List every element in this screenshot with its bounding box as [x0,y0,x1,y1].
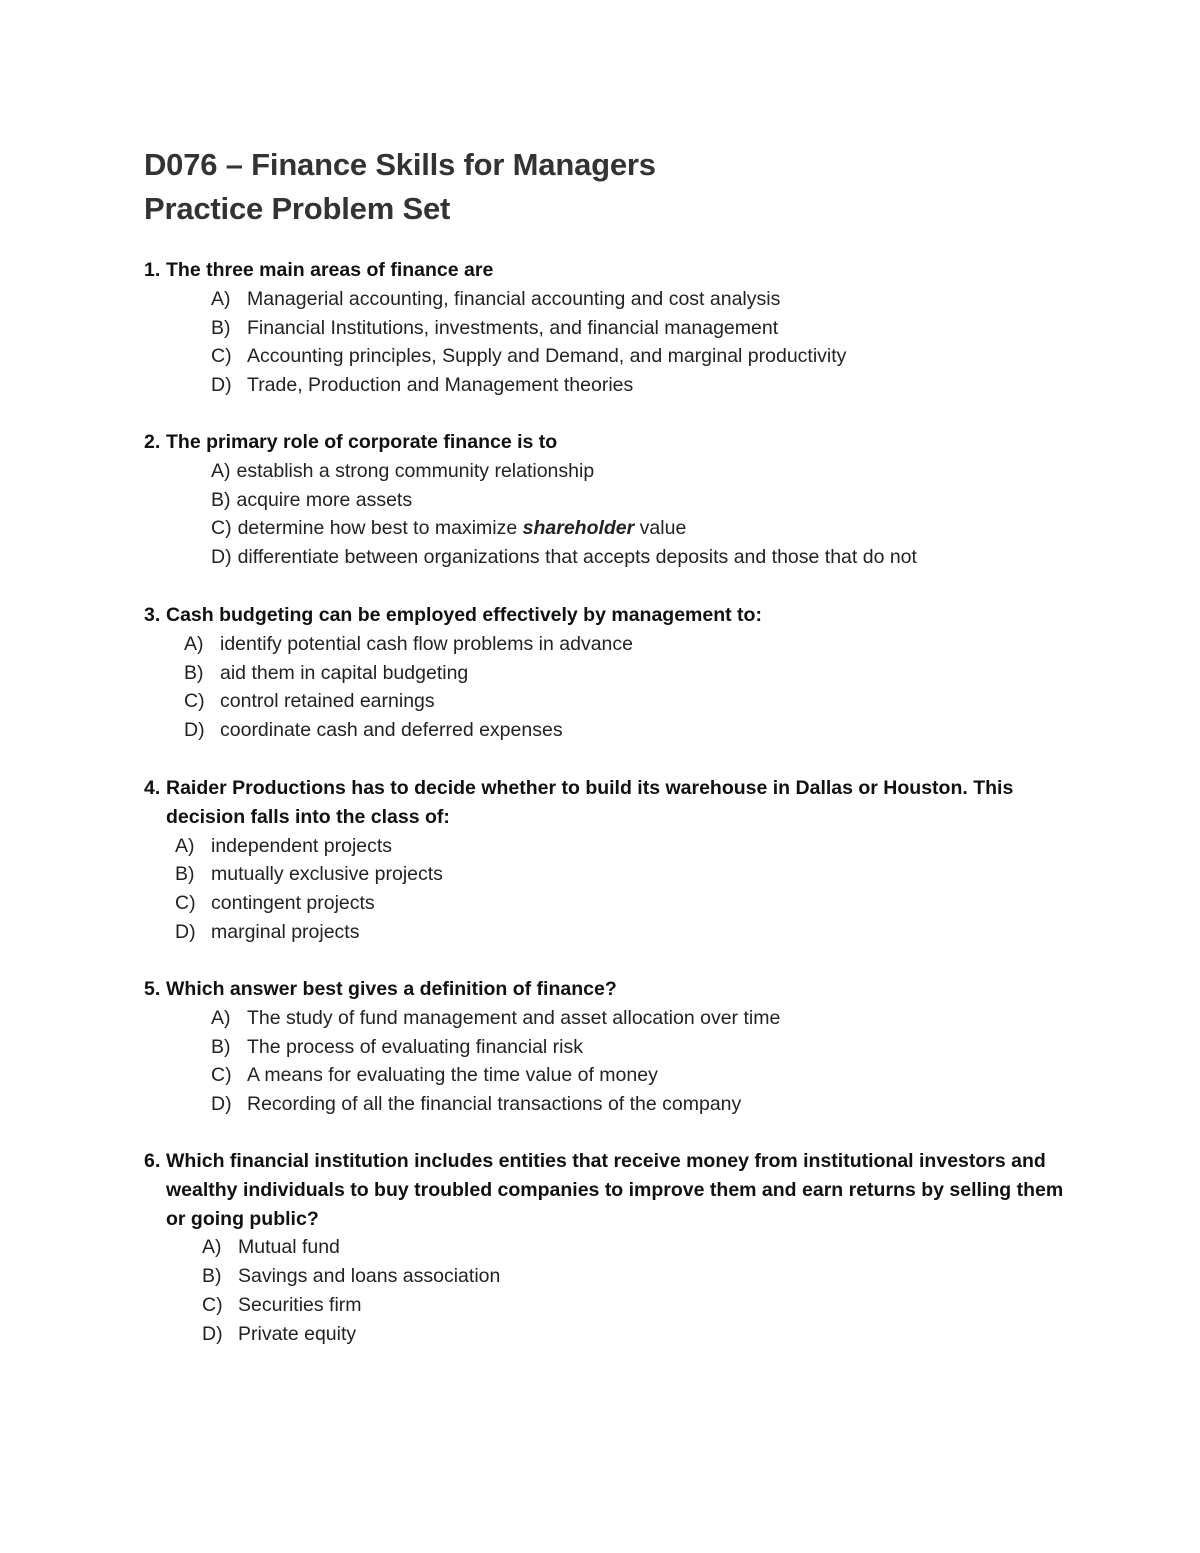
document-title [144,143,656,231]
option-a [144,285,1074,314]
option-text-emphasis: shareholder [522,517,635,540]
option-text: The study of fund management and asset allocation over time [247,1006,781,1029]
option-text: Accounting principles, Supply and Demand, and marginal productivity [247,345,847,368]
option-text: Private equity [238,1322,357,1345]
title-line-subtitle: Practice Problem Set [144,191,451,226]
option-letter: A) [211,1006,231,1029]
option-letter: A) [184,632,204,655]
option-c [144,342,1074,371]
option-letter: C) [184,690,205,713]
question-stem [144,428,1074,457]
question-stem [144,774,1074,832]
question-2 [144,428,1074,572]
option-c [144,889,1074,918]
option-text: control retained earnings [220,690,435,713]
option-text: Securities firm [238,1293,362,1316]
question-stem [144,601,1074,630]
option-letter: A) [211,459,231,482]
question-5 [144,975,1074,1119]
question-text: The three main areas of finance are [166,259,494,281]
option-text: mutually exclusive projects [211,863,443,886]
option-letter: D) [211,374,232,397]
option-letter: A) [202,1236,222,1259]
option-a [144,1004,1074,1033]
option-b [144,659,1074,688]
question-6 [144,1147,1074,1349]
option-d [144,1320,1074,1349]
question-text: Cash budgeting can be employed effectively by management to: [166,604,762,626]
option-letter: D) [202,1322,223,1345]
option-letter: C) [211,1064,232,1087]
question-number: 4. [144,777,161,799]
question-number: 2. [144,431,161,453]
question-4 [144,774,1074,947]
question-stem [144,1147,1074,1233]
question-stem [144,975,1074,1004]
option-a [144,1233,1074,1262]
option-text: establish a strong community relationship [236,459,595,482]
option-letter: C) [202,1293,223,1316]
option-letter: D) [211,546,232,569]
question-number: 5. [144,978,161,1000]
option-letter: B) [175,863,195,886]
option-text: differentiate between organizations that accepts deposits and those that do not [237,546,917,569]
option-letter: D) [175,920,196,943]
question-number: 3. [144,604,161,626]
option-d [144,371,1074,400]
option-text: aid them in capital budgeting [220,661,469,684]
question-stem [144,256,1074,285]
option-d [144,1090,1074,1119]
question-text: The primary role of corporate finance is to [166,431,558,453]
question-3 [144,601,1074,745]
title-line-course: D076 – Finance Skills for Managers [144,147,656,182]
option-b [144,1262,1074,1291]
option-text: contingent projects [211,892,375,915]
question-number: 1. [144,259,161,281]
option-c [144,1291,1074,1320]
option-letter: C) [211,517,232,540]
option-a [144,630,1074,659]
option-c [144,1061,1074,1090]
option-text: coordinate cash and deferred expenses [220,719,563,742]
option-text: Managerial accounting, financial accounting and cost analysis [247,287,781,310]
option-text-before: determine how best to maximize [237,517,523,540]
question-1 [144,256,1074,400]
option-letter: C) [211,345,232,368]
option-text-after: value [634,517,687,540]
option-text: acquire more assets [236,488,413,511]
question-number: 6. [144,1150,161,1172]
option-letter: A) [175,834,195,857]
question-text: Which financial institution includes entities that receive money from institutional investors and wealthy individuals to buy troubled companies to improve them and earn returns by selling them or going public? [166,1150,1064,1230]
question-text: Raider Productions has to decide whether to build its warehouse in Dallas or Houston. This decision falls into the class of: [166,777,1014,828]
option-d [144,918,1074,947]
option-c [144,514,1074,543]
option-b [144,486,1074,515]
option-letter: B) [211,316,231,339]
option-text: Mutual fund [238,1236,340,1259]
option-letter: C) [175,892,196,915]
option-text: The process of evaluating financial risk [247,1035,584,1058]
option-letter: A) [211,287,231,310]
option-text: Financial Institutions, investments, and financial management [247,316,779,339]
question-text: Which answer best gives a definition of finance? [166,978,617,1000]
option-text: Trade, Production and Management theories [247,374,634,397]
option-letter: D) [184,719,205,742]
option-c [144,687,1074,716]
option-a [144,832,1074,861]
option-d [144,543,1074,572]
option-b [144,1033,1074,1062]
option-letter: B) [211,488,231,511]
option-text: independent projects [211,834,393,857]
option-d [144,716,1074,745]
option-b [144,314,1074,343]
option-text: A means for evaluating the time value of money [247,1064,658,1087]
option-letter: B) [202,1265,222,1288]
option-text: Savings and loans association [238,1265,501,1288]
option-text: identify potential cash flow problems in advance [220,632,633,655]
option-letter: B) [184,661,204,684]
option-letter: B) [211,1035,231,1058]
option-text: Recording of all the financial transactions of the company [247,1093,742,1116]
option-text: marginal projects [211,920,360,943]
option-a [144,457,1074,486]
option-b [144,860,1074,889]
option-letter: D) [211,1093,232,1116]
